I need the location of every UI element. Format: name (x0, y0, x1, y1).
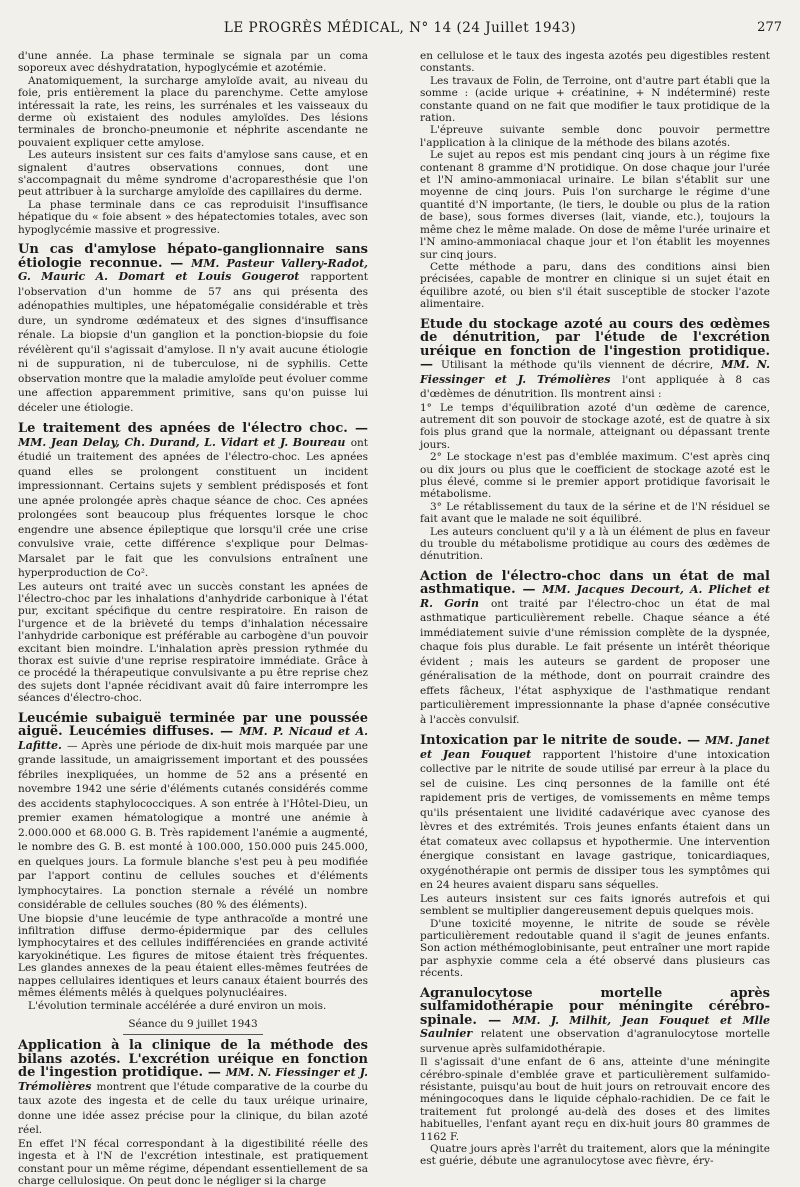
page-header (0, 0, 800, 44)
paragraph: 1° Le temps d'équilibration azoté d'un œdème de carence, autrement dit son pouvoir de stockage azoté, est de quatre à six fois plus grand que la normale, atteignant ou dépassant trente jours. (420, 401, 770, 451)
paragraph: La phase terminale dans ce cas reproduisit l'insuffisance hépatique du « foie absent » des hépatectomies totales, avec son hypoglycémie massive et progressive. (18, 198, 368, 236)
paragraph: Le sujet au repos est mis pendant cinq jours à un régime fixe contenant 8 gramme d'N protidique. On dose chaque jour l'urée et l'N amino-ammoniacal urinaire. Le bilan s'établit sur une moyenne de cinq jours. Puis l'on surcharge le régime d'une quantité d'N importante, (le tiers, le double ou plus de la ration de base), sous formes diverses (lait, viande, etc.), toujours la même chez le même malade. On dose de même l'urée urinaire et l'N amino-ammoniacal chaque jour et l'on établit les moyennes sur cinq jours. (420, 149, 770, 261)
paragraph: en cellulose et le taux des ingesta azotés peu digestibles restent constants. (420, 50, 770, 75)
paragraph: d'une année. La phase terminale se signala par un coma soporeux avec déshydratation, hypoglycémie et azotémie. (18, 50, 368, 75)
divider (123, 1034, 263, 1035)
paragraph: Anatomiquement, la surcharge amyloïde avait, au niveau du foie, pris entièrement la place du parenchyme. Cette amylose intéressait la rate, les reins, les surrénales et les vaisseaux du derme où existaient des nodules amyloïdes. Des lésions terminales de broncho-pneumonie et néphrite ascendante ne pouvaient expliquer cette amylose. (18, 74, 368, 149)
article-heading: Leucémie subaiguë terminée par une poussée aiguë. Leucémies diffuses. — MM. P. Nicaud et A. Lafitte. — Après une période de dix-huit mois marquée par une grande lassitude, un amaigrissement important et des poussées fébriles inexpliquées, un homme de 52 ans a présenté en novembre 1942 une série d'éléments cutanés considérés comme des accidents staphylococciques. A son entrée à l'Hôtel-Dieu, un premier examen hématologique a montré une anémie à 2.000.000 et 68.000 G. B. Très rapidement l'anémie a augmenté, le nombre des G. B. est monté à 100.000, 150.000 puis 245.000, en quelques jours. La formule blanche s'est peu à peu modifiée par l'apport continu de cellules souches et d'éléments lymphocytaires. La ponction sternale a révélé un nombre considérable de cellules souches (80 % des éléments). (18, 710, 368, 912)
paragraph: L'épreuve suivante semble donc pouvoir permettre l'application à la clinique de la méthode des bilans azotés. (420, 124, 770, 149)
paragraph: Il s'agissait d'une enfant de 6 ans, atteinte d'une méningite cérébro-spinale d'emblée grave et particulièrement sulfamido-résistante, puisqu'au bout de huit jours on retrouvait encore des méningocoques dans le liquide céphalo-rachidien. De ce fait le traitement fut prolongé au-delà des doses et des limites habituelles, l'enfant ayant reçu en dix-huit jours 80 grammes de 1162 F. (420, 1056, 770, 1143)
paragraph: Les auteurs ont traité avec un succès constant les apnées de l'électro-choc par les inhalations d'anhydride carbonique à l'état pur, excitant spécifique du centre respiratoire. En raison de l'urgence et de la brièveté du temps d'inhalation nécessaire l'anhydride carbonique est préférable au carbogène d'un pouvoir excitant bien moindre. L'inhalation après pression rythmée du thorax est suivie d'une reprise respiratoire immédiate. Grâce à ce procédé la thérapeutique convulsivante a pu être reprise chez des sujets dont l'apnée récidivant avait dû faire interrompre les séances d'électro-choc. (18, 580, 368, 705)
article-heading: Un cas d'amylose hépato-ganglionnaire sans étiologie reconnue. — MM. Pasteur Vallery-Radot, G. Mauric A. Domart et Louis Gougerot rapportent l'observation d'un homme de 57 ans qui présenta des adénopathies multiples, une hépatomégalie considérable et très dure, un syndrome œdémateux et des signes d'insuffisance rénale. La biopsie d'un ganglion et la ponction-biopsie du foie révélèrent qu'il s'agissait d'amylose. Il n'y avait aucune étiologie ni de suppuration, ni de tuberculose, ni de syphilis. Cette observation montre que la maladie amyloïde peut évoluer comme une affection apparemment primitive, sans qu'on puisse lui déceler une étiologie. (18, 242, 368, 414)
paragraph: D'une toxicité moyenne, le nitrite de soude se révèle particulièrement redoutable quand il s'agit de jeunes enfants. Son action méthémoglobinisante, peut entraîner une mort rapide par asphyxie comme cela a été observé dans plusieurs cas récents. (420, 917, 770, 980)
article-heading: Application à la clinique de la méthode des bilans azotés. L'excrétion uréique en fonction de l'ingestion protidique. — MM. N. Fiessinger et J. Trémolières montrent que l'étude comparative de la courbe du taux azote des ingesta et de celle du taux uréique urinaire, donne une idée assez précise pour la clinique, du bilan azoté réel. (18, 1038, 369, 1137)
paragraph: Les auteurs concluent qu'il y a là un élément de plus en faveur du trouble du métabolisme protidique au cours des œdèmes de dénutrition. (420, 525, 770, 563)
paragraph: Les auteurs insistent sur ces faits d'amylose sans cause, et en signalent d'autres observations connues, dont une s'accompagnait du même syndrome d'acroparesthésie que l'on peut attribuer à la surcharge amyloïde des capillaires du derme. (18, 149, 368, 199)
article-heading: Etude du stockage azoté au cours des œdèmes de dénutrition, par l'étude de l'excrétion uréique en fonction de l'ingestion protidique. — Utilisant la méthode qu'ils viennent de décrire, MM. N. Fiessinger et J. Trémolières l'ont appliquée à 8 cas d'œdèmes de dénutrition. Ils montrent ainsi : (420, 316, 771, 401)
paragraph: Les auteurs insistent sur ces faits ignorés autrefois et qui semblent se multiplier dangereusement depuis quelques mois. (420, 892, 770, 918)
session-date: Séance du 9 juillet 1943 (128, 1017, 258, 1030)
paragraph: Les travaux de Folin, de Terroine, ont d'autre part établi que la somme : (acide urique + créatinine, + N indéterminé) reste constante quand on ne fait que modifier le taux protidique de la ration. (420, 74, 770, 125)
paragraph: En effet l'N fécal correspondant à la digestibilité réelle des ingesta et à l'N de l'excrétion intestinale, est pratiquement constant pour un même régime, dépendant essentiellement de sa charge cellulosique. On peut donc le négliger si la charge (18, 1137, 368, 1187)
journal-title: LE PROGRÈS MÉDICAL, N° 14 (24 Juillet 1943) (223, 20, 577, 36)
paragraph: L'évolution terminale accélérée a duré environ un mois. (28, 999, 327, 1012)
article-heading: Agranulocytose mortelle après sulfamidothérapie pour méningite cérébro-spinale. — MM. J. Milhit, Jean Fouquet et Mlle Saulnier relatent une observation d'agranulocytose mortelle survenue après sulfamidothérapie. (420, 985, 771, 1055)
paragraph: Une biopsie d'une leucémie de type anthracoïde a montré une infiltration diffuse dermo-épidermique par des cellules lymphocytaires et des cellules indifférenciées en grande activité karyokinétique. Les figures de mitose étaient très fréquentes. Les glandes annexes de la peau étaient elles-mêmes feutrées de nappes cellulaires identiques et leurs canaux étaient bourrés des mêmes éléments mêlés à quelques polynucléaires. (18, 912, 368, 1000)
article-heading: Intoxication par le nitrite de soude. — MM. Janet et Jean Fouquet rapportent l'histoire d'une intoxication collective par le nitrite de soude utilisé par erreur à la place du sel de cuisine. Les cinq personnes de la famille ont été rapidement pris de vertiges, de vomissements en même temps qu'ils présentaient une lividité cadavérique avec cyanose des lèvres et des extrémités. Trois jeunes enfants étaient dans un état comateux avec collapsus et hypothermie. Une intervention énergique consistant en lavage gastrique, tonicardiaques, oxygénothérapie ont permis de dissiper tous les symptômes qui en 24 heures avaient disparu sans séquelles. (420, 733, 770, 892)
right-column (420, 50, 771, 1168)
article-heading: Le traitement des apnées de l'électro choc. — MM. Jean Delay, Ch. Durand, L. Vidart et J. Boureau ont étudié un traitement des apnées de l'électro-choc. Les apnées quand elles se prolongent constituent un incident impressionnant. Certains sujets y semblent prédisposés et font une apnée prolongée après chaque séance de choc. Ces apnées prolongées sont beaucoup plus fréquentes lorsque le choc engendre une absence épileptique que lorsqu'il crée une crise convulsive vraie, cette différence s'explique pour Delmas-Marsalet par le fait que les convulsions entraînent une hyperproduction de Co². (18, 421, 368, 580)
paragraph: Cette méthode a paru, dans des conditions ainsi bien précisées, capable de montrer en clinique si un sujet était en équilibre azoté, ou bien s'il était susceptible de stocker l'azote alimentaire. (420, 260, 770, 311)
paragraph: 3° Le rétablissement du taux de la sérine et de l'N résiduel se fait avant que le malade ne soit équilibré. (420, 500, 770, 526)
paragraph: Quatre jours après l'arrêt du traitement, alors que la méningite est guérie, débute une agranulocytose avec fièvre, éry- (420, 1143, 770, 1168)
page-number: 277 (757, 20, 782, 35)
paragraph: 2° Le stockage n'est pas d'emblée maximum. C'est après cinq ou dix jours ou plus que le coefficient de stockage azoté est le plus élevé, comme si le premier apport protidique favorisait le métabolisme. (420, 451, 770, 501)
article-heading: Action de l'électro-choc dans un état de mal asthmatique. — MM. Jacques Decourt, A. Plichet et R. Gorin ont traité par l'électro-choc un état de mal asthmatique particulièrement rebelle. Chaque séance a été immédiatement suivie d'une rémission complète de la dyspnée, chaque fois plus durable. Le fait présente un intérêt théorique évident ; mais les auteurs se gardent de proposer une généralisation de la méthode, dont on pourrait craindre des effets fâcheux, l'état asphyxique de l'asthmatique rendant particulièrement impressionnante la phase d'apnée consécutive à l'accès convulsif. (420, 568, 771, 726)
left-column (18, 50, 369, 1187)
